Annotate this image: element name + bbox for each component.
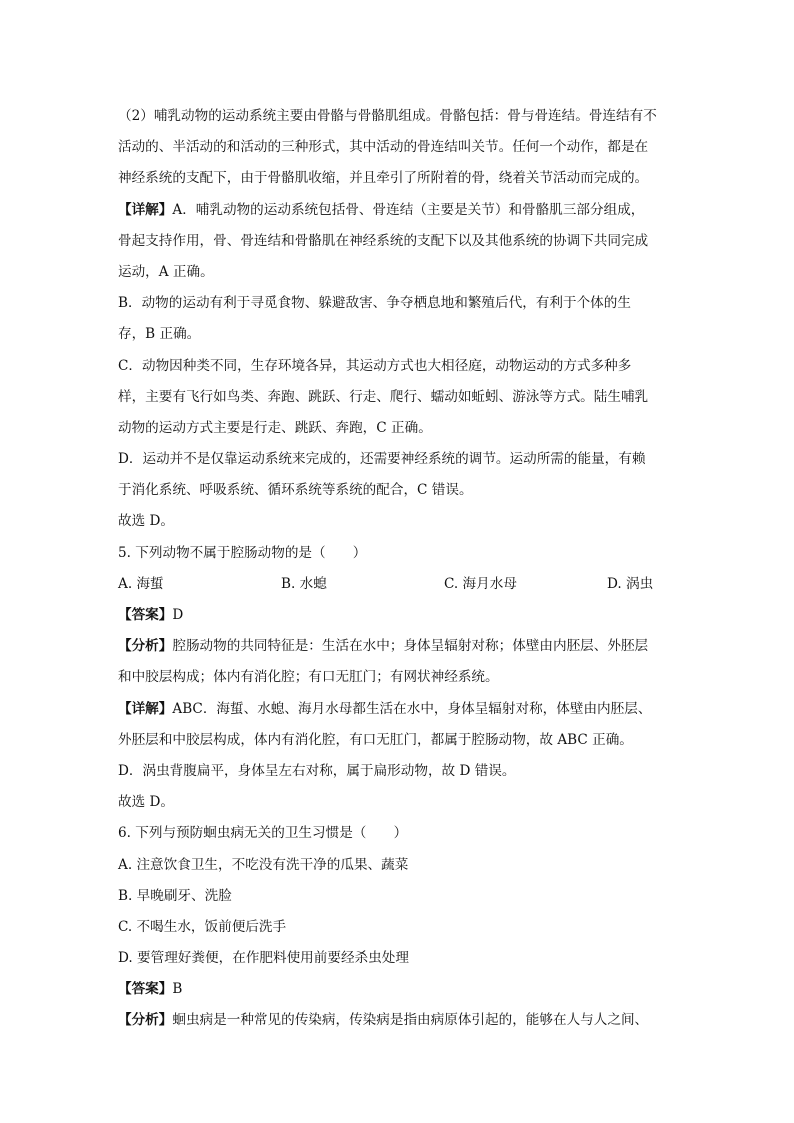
text-line	[118, 163, 678, 194]
line-text: 和中胶层构成；体内有消化腔；有口无肛门；有网状神经系统。	[118, 669, 499, 686]
line-text: B．动物的运动有利于寻觅食物、躲避敌害、争夺栖息地和繁殖后代，有利于个体的生	[118, 295, 631, 312]
text-line	[118, 1005, 678, 1036]
text-line	[118, 600, 678, 631]
line-text: C．动物因种类不同，生存环境各异，其运动方式也大相径庭，动物运动的方式多种多	[118, 357, 632, 374]
section-tag: 【分析】	[118, 1012, 173, 1029]
text-line	[118, 382, 678, 413]
text-line	[118, 351, 678, 382]
line-text: 存，B 正确。	[118, 326, 201, 343]
q5-option-b: B. 水螅	[281, 575, 327, 592]
line-text: B	[172, 981, 183, 998]
text-line	[118, 538, 678, 569]
text-line	[118, 631, 678, 662]
line-text: B. 早晚刷牙、洗脸	[118, 887, 232, 904]
text-line	[118, 943, 678, 974]
line-text: 运动，A 正确。	[118, 263, 214, 280]
section-tag: 【答案】	[118, 607, 173, 623]
answer-explanation-q4	[118, 101, 678, 569]
text-line	[118, 444, 678, 475]
text-line	[118, 850, 678, 881]
line-text: C. 不喝生水，饭前便后洗手	[118, 918, 287, 935]
line-text: 外胚层和中胶层构成，体内有消化腔，有口无肛门，都属于腔肠动物，故 ABC 正确。	[118, 731, 633, 748]
line-text: A. 注意饮食卫生，不吃没有洗干净的瓜果、蔬菜	[118, 856, 409, 873]
line-text: D. 要管理好粪便，在作肥料使用前要经杀虫处理	[118, 950, 409, 967]
text-line	[118, 662, 678, 693]
text-line	[118, 257, 678, 288]
line-text: 神经系统的支配下，由于骨骼肌收缩，并且牵引了所附着的骨，绕着关节活动而完成的。	[118, 170, 649, 187]
line-text: 于消化系统、呼吸系统、循环系统等系统的配合，C 错误。	[118, 482, 473, 499]
line-text: 5. 下列动物不属于腔肠动物的是（ ）	[118, 544, 367, 561]
text-line	[118, 756, 678, 787]
section-tag: 【答案】	[118, 981, 173, 998]
line-text: 故选 D。	[118, 794, 175, 811]
line-text: 动物的运动方式主要是行走、跳跃、奔跑，C 正确。	[118, 419, 432, 436]
section-tag: 【详解】	[118, 700, 173, 717]
text-line	[118, 881, 678, 912]
line-text: A．哺乳动物的运动系统包括骨、骨连结（主要是关节）和骨骼肌三部分组成，	[172, 201, 645, 218]
text-line	[118, 413, 678, 444]
q5-option-d: D. 涡虫	[607, 575, 654, 592]
text-line	[118, 195, 678, 226]
text-line	[118, 132, 678, 163]
text-line	[118, 725, 678, 756]
line-text: 骨起支持作用，骨、骨连结和骨骼肌在神经系统的支配下以及其他系统的协调下共同完成	[118, 232, 649, 249]
line-text: 蛔虫病是一种常见的传染病，传染病是指由病原体引起的，能够在人与人之间、	[172, 1012, 649, 1029]
text-line	[118, 226, 678, 257]
q5-option-a: A. 海蜇	[118, 575, 164, 592]
text-line	[118, 506, 678, 537]
text-line	[118, 475, 678, 506]
line-text: （2）哺乳动物的运动系统主要由骨骼与骨骼肌组成。骨骼包括：骨与骨连结。骨连结有不	[118, 108, 657, 124]
q5-options	[118, 569, 678, 600]
text-line	[118, 912, 678, 943]
q5-option-c: C. 海月水母	[444, 575, 517, 592]
line-text: 样，主要有飞行如鸟类、奔跑、跳跃、行走、爬行、蠕动如蚯蚓、游泳等方式。陆生哺乳	[118, 388, 649, 405]
line-text: D．涡虫背腹扁平，身体呈左右对称，属于扁形动物，故 D 错误。	[118, 762, 516, 779]
text-line	[118, 319, 678, 350]
section-tag: 【分析】	[118, 638, 173, 655]
line-text: D	[172, 607, 184, 623]
line-text: 活动的、半活动的和活动的三种形式，其中活动的骨连结叫关节。任何一个动作，都是在	[118, 139, 649, 156]
text-line	[118, 694, 678, 725]
line-text: 6. 下列与预防蛔虫病无关的卫生习惯是（ ）	[118, 825, 408, 842]
text-line	[118, 974, 678, 1005]
line-text: 腔肠动物的共同特征是：生活在水中；身体呈辐射对称；体壁由内胚层、外胚层	[172, 638, 649, 655]
section-tag: 【详解】	[118, 201, 173, 218]
line-text: D．运动并不是仅靠运动系统来完成的，还需要神经系统的调节。运动所需的能量，有赖	[118, 451, 646, 468]
text-line	[118, 288, 678, 319]
question-block-5-6	[118, 600, 678, 1037]
text-line	[118, 818, 678, 849]
line-text: 故选 D。	[118, 513, 175, 530]
line-text: ABC．海蜇、水螅、海月水母都生活在水中，身体呈辐射对称，体壁由内胚层、	[172, 700, 652, 717]
text-line	[118, 787, 678, 818]
text-line	[118, 101, 678, 132]
document-body	[118, 101, 678, 1037]
